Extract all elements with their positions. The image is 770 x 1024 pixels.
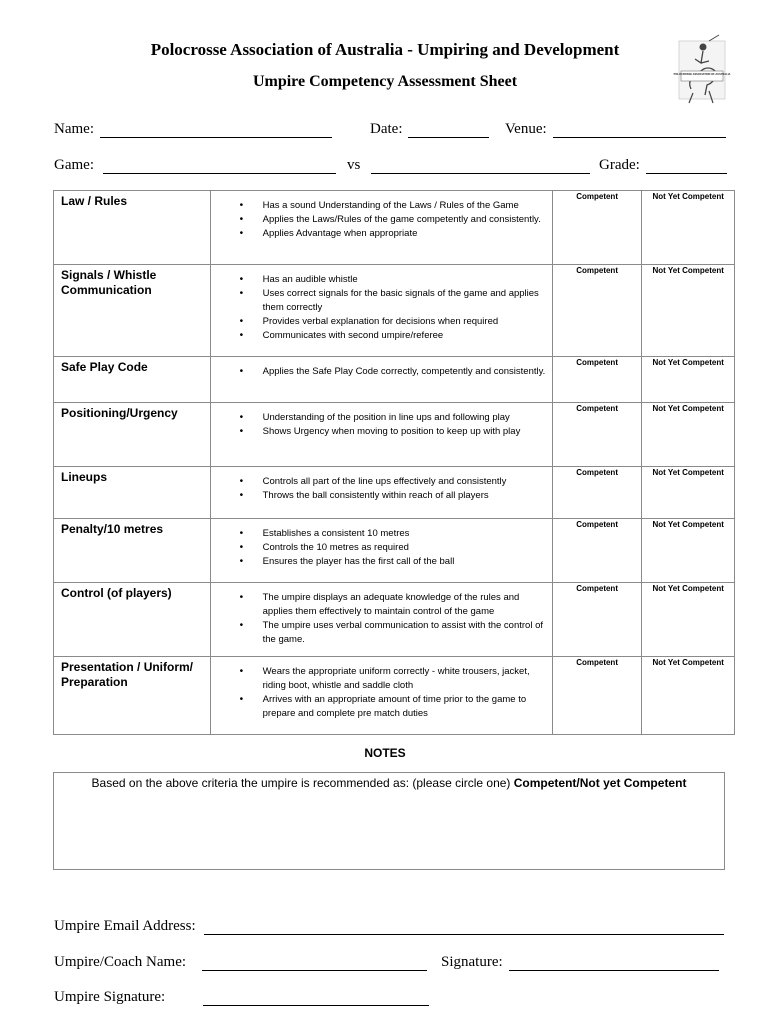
umpire-signature-label: Umpire Signature: [54, 989, 166, 1005]
logo-text: POLOCROSSE ASSOCIATION OF AUSTRALIA [673, 73, 731, 76]
coach-name-field[interactable] [202, 970, 427, 971]
not-yet-competent-checkbox-cell[interactable]: Not Yet Competent [642, 265, 735, 357]
criteria-cell [210, 657, 552, 735]
email-label: Umpire Email Address: [54, 918, 196, 934]
criteria-list [211, 199, 548, 241]
competent-checkbox-cell[interactable]: Competent [552, 467, 642, 519]
criteria-cell [210, 467, 552, 519]
umpire-signature-field[interactable] [203, 1005, 429, 1006]
criteria-list [211, 475, 548, 503]
competency-row [54, 583, 735, 657]
not-yet-competent-checkbox-cell[interactable]: Not Yet Competent [642, 403, 735, 467]
category-cell: Signals / Whistle Communication [54, 265, 211, 357]
category-cell: Lineups [54, 467, 211, 519]
competent-checkbox-cell[interactable]: Competent [552, 191, 642, 265]
competency-row [54, 403, 735, 467]
signature-field[interactable] [509, 970, 719, 971]
criteria-item: • Has an audible whistle [211, 273, 548, 287]
venue-field[interactable] [553, 137, 726, 138]
competency-table [53, 190, 735, 735]
criteria-item: • Has a sound Understanding of the Laws / Rules of the Game [211, 199, 548, 213]
competent-checkbox-cell[interactable]: Competent [552, 357, 642, 403]
criteria-item: • Shows Urgency when moving to position to keep up with play [211, 425, 548, 439]
criteria-list [211, 527, 548, 569]
criteria-list [211, 273, 548, 343]
competency-row [54, 191, 735, 265]
category-cell: Presentation / Uniform/ Preparation [54, 657, 211, 735]
competent-checkbox-cell[interactable]: Competent [552, 265, 642, 357]
criteria-item: • Establishes a consistent 10 metres [211, 527, 548, 541]
competent-checkbox-cell[interactable]: Competent [552, 583, 642, 657]
competent-checkbox-cell[interactable]: Competent [552, 519, 642, 583]
category-cell: Law / Rules [54, 191, 211, 265]
criteria-item: • Applies the Safe Play Code correctly, competently and consistently. [211, 365, 548, 379]
name-date-venue-row [0, 121, 770, 147]
criteria-item: • Controls the 10 metres as required [211, 541, 548, 555]
criteria-cell [210, 357, 552, 403]
category-cell: Control (of players) [54, 583, 211, 657]
criteria-item: • Ensures the player has the first call of the ball [211, 555, 548, 569]
criteria-list [211, 665, 548, 721]
venue-label: Venue: [505, 121, 547, 137]
date-label: Date: [370, 121, 403, 137]
umpire-signature-row [0, 989, 770, 1015]
grade-label: Grade: [599, 157, 640, 173]
recommendation-options[interactable]: Competent/Not yet Competent [513, 776, 687, 790]
email-field[interactable] [204, 934, 724, 935]
criteria-item: • The umpire displays an adequate knowledge of the rules and applies them effectively to maintain control of the game [211, 591, 548, 619]
category-cell: Safe Play Code [54, 357, 211, 403]
criteria-item: • Applies the Laws/Rules of the game competently and consistently. [211, 213, 548, 227]
criteria-cell [210, 191, 552, 265]
competent-checkbox-cell[interactable]: Competent [552, 657, 642, 735]
game-grade-row [0, 157, 770, 183]
competency-row [54, 519, 735, 583]
date-field[interactable] [408, 137, 489, 138]
criteria-item: • The umpire uses verbal communication to assist with the control of the game. [211, 619, 548, 647]
recommendation-text [54, 776, 724, 791]
not-yet-competent-checkbox-cell[interactable]: Not Yet Competent [642, 583, 735, 657]
competency-row [54, 265, 735, 357]
competent-checkbox-cell[interactable]: Competent [552, 403, 642, 467]
criteria-item: • Applies Advantage when appropriate [211, 227, 548, 241]
game-team1-field[interactable] [103, 173, 336, 174]
criteria-cell [210, 265, 552, 357]
game-label: Game: [54, 157, 94, 173]
email-row [0, 918, 770, 944]
grade-field[interactable] [646, 173, 727, 174]
notes-title: NOTES [364, 746, 406, 760]
coach-signature-row [0, 954, 770, 980]
name-field[interactable] [100, 137, 332, 138]
coach-name-label: Umpire/Coach Name: [54, 954, 187, 970]
not-yet-competent-checkbox-cell[interactable]: Not Yet Competent [642, 191, 735, 265]
criteria-item: • Understanding of the position in line ups and following play [211, 411, 548, 425]
signature-label: Signature: [441, 954, 503, 970]
competency-row [54, 357, 735, 403]
criteria-list [211, 411, 548, 439]
criteria-item: • Communicates with second umpire/referee [211, 329, 548, 343]
criteria-list [211, 365, 548, 379]
competency-row [54, 657, 735, 735]
criteria-item: • Arrives with an appropriate amount of time prior to the game to prepare and complete pre match duties [211, 693, 548, 721]
document-title: Polocrosse Association of Australia - Umpiring and Development [150, 40, 620, 59]
name-label: Name: [54, 121, 94, 137]
not-yet-competent-checkbox-cell[interactable]: Not Yet Competent [642, 657, 735, 735]
not-yet-competent-checkbox-cell[interactable]: Not Yet Competent [642, 519, 735, 583]
notes-box[interactable] [53, 772, 725, 870]
polocrosse-logo-icon [671, 33, 733, 109]
criteria-item: • Provides verbal explanation for decisions when required [211, 315, 548, 329]
category-cell: Penalty/10 metres [54, 519, 211, 583]
criteria-item: • Uses correct signals for the basic signals of the game and applies them correctly [211, 287, 548, 315]
game-team2-field[interactable] [371, 173, 590, 174]
not-yet-competent-checkbox-cell[interactable]: Not Yet Competent [642, 357, 735, 403]
recommendation-prompt: Based on the above criteria the umpire is recommended as: (please circle one) [91, 776, 514, 790]
criteria-cell [210, 519, 552, 583]
criteria-item: • Controls all part of the line ups effectively and consistently [211, 475, 548, 489]
vs-label: vs [347, 157, 361, 173]
document-subtitle: Umpire Competency Assessment Sheet [252, 73, 518, 90]
not-yet-competent-checkbox-cell[interactable]: Not Yet Competent [642, 467, 735, 519]
criteria-cell [210, 583, 552, 657]
criteria-list [211, 591, 548, 647]
criteria-item: • Wears the appropriate uniform correctly - white trousers, jacket, riding boot, whistle and saddle cloth [211, 665, 548, 693]
competency-row [54, 467, 735, 519]
criteria-cell [210, 403, 552, 467]
criteria-item: • Throws the ball consistently within reach of all players [211, 489, 548, 503]
category-cell: Positioning/Urgency [54, 403, 211, 467]
